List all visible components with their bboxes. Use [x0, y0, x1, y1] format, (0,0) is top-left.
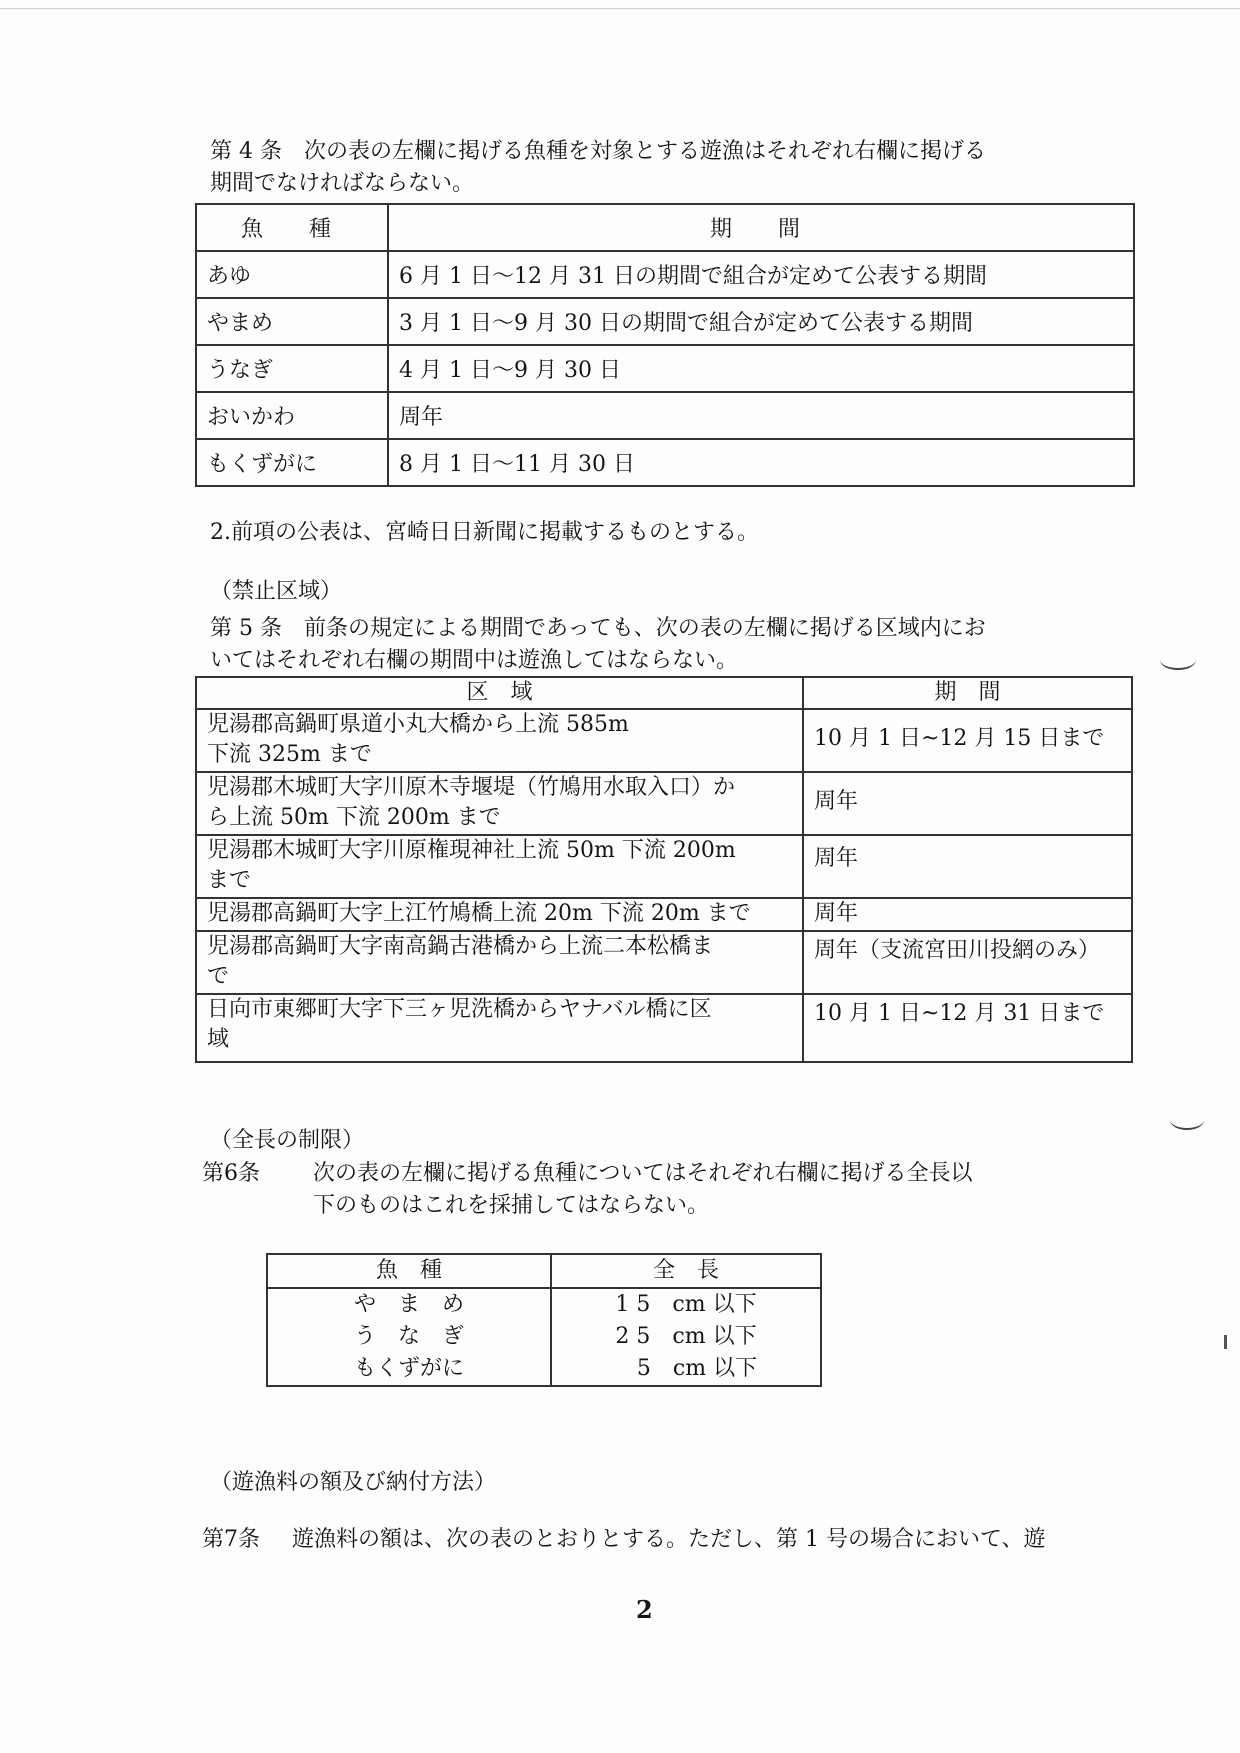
- article-4-line-2: 期間でなければならない。: [210, 171, 475, 196]
- fish-species-cell: もくずがに: [196, 439, 388, 486]
- table-row: [267, 1321, 821, 1353]
- area-line: 児湯郡木城町大字川原権現神社上流 50m 下流 200m: [207, 838, 736, 863]
- header-period: 期 間: [388, 204, 1134, 251]
- fish-species-cell: あゆ: [196, 251, 388, 298]
- article-5-line-2: いてはそれぞれ右欄の期間中は遊漁してはならない。: [210, 648, 739, 673]
- area-line: 日向市東郷町大字下三ヶ児洗橋からヤナバル橋に区: [207, 997, 712, 1022]
- header-fish-species: 魚 種: [196, 204, 388, 251]
- period-cell: 周年: [388, 392, 1134, 439]
- fish-species-cell: う な ぎ: [267, 1321, 551, 1353]
- article-7-heading: （遊漁料の額及び納付方法）: [210, 1470, 497, 1495]
- area-line: 児湯郡高鍋町県道小丸大橋から上流 585m: [207, 712, 629, 737]
- period-cell: 10 月 1 日~12 月 31 日まで: [803, 994, 1132, 1062]
- page-number: 2: [636, 1595, 653, 1624]
- scan-artifact-dot: [1224, 1335, 1227, 1349]
- area-cell: [196, 931, 803, 994]
- fishing-period-table: [195, 203, 1135, 487]
- total-length-table: [266, 1253, 822, 1387]
- article-7-line-1: 遊漁料の額は、次の表のとおりとする。ただし、第 1 号の場合において、遊: [292, 1527, 1046, 1552]
- table-row: [196, 251, 1134, 298]
- header-total-length: 全 長: [551, 1254, 821, 1288]
- article-6-line-2: 下のものはこれを採捕してはならない。: [313, 1193, 710, 1218]
- fish-species-cell: やまめ: [196, 298, 388, 345]
- table-row: [196, 994, 1132, 1062]
- period-cell: 周年（支流宮田川投網のみ）: [803, 931, 1132, 994]
- article-7-label: 第7条: [202, 1527, 260, 1552]
- table-row: [196, 298, 1134, 345]
- article-5-heading: （禁止区域）: [210, 579, 343, 604]
- article-4-line-1: 第 4 条 次の表の左欄に掲げる魚種を対象とする遊漁はそれぞれ右欄に掲げる: [210, 139, 986, 164]
- period-cell: 6 月 1 日～12 月 31 日の期間で組合が定めて公表する期間: [388, 251, 1134, 298]
- period-cell: 8 月 1 日～11 月 30 日: [388, 439, 1134, 486]
- length-cell: 2 5 cm 以下: [615, 1324, 757, 1349]
- article-6-label: 第6条: [202, 1161, 260, 1186]
- table-row: [267, 1353, 821, 1386]
- area-cell: [196, 835, 803, 898]
- article-5-text: [210, 613, 1110, 677]
- period-cell: 10 月 1 日~12 月 15 日まで: [803, 709, 1132, 772]
- article-6-line-1: 次の表の左欄に掲げる魚種についてはそれぞれ右欄に掲げる全長以: [313, 1161, 973, 1186]
- article-4-note: 2.前項の公表は、宮崎日日新聞に掲載するものとする。: [210, 520, 759, 545]
- area-line: 児湯郡高鍋町大字南高鍋古港橋から上流二本松橋ま: [207, 934, 714, 959]
- table-row: [196, 392, 1134, 439]
- area-line: まで: [207, 868, 252, 893]
- article-5-line-1: 第 5 条 前条の規定による期間であっても、次の表の左欄に掲げる区域内にお: [210, 616, 986, 641]
- header-period: 期 間: [803, 677, 1132, 709]
- fish-species-cell: おいかわ: [196, 392, 388, 439]
- area-cell: [196, 709, 803, 772]
- table-row: [196, 709, 1132, 772]
- area-line: 下流 325m まで: [207, 742, 372, 767]
- fish-species-cell: うなぎ: [196, 345, 388, 392]
- length-cell: 5 cm 以下: [614, 1356, 758, 1381]
- article-6-text: [313, 1158, 1113, 1222]
- period-cell: 4 月 1 日～9 月 30 日: [388, 345, 1134, 392]
- period-cell: 周年: [803, 898, 1132, 931]
- fish-species-cell: もくずがに: [267, 1353, 551, 1386]
- scan-top-edge: [0, 8, 1240, 9]
- table-row: [196, 835, 1132, 898]
- area-cell: 児湯郡高鍋町大字上江竹鳩橋上流 20m 下流 20m まで: [196, 898, 803, 931]
- header-area: 区 域: [196, 677, 803, 709]
- article-6-heading: （全長の制限）: [210, 1128, 365, 1153]
- area-cell: [196, 772, 803, 835]
- area-cell: [196, 994, 803, 1062]
- area-line: 児湯郡木城町大字川原木寺堰堤（竹鳩用水取入口）か: [207, 775, 736, 800]
- header-fish-species: 魚 種: [267, 1254, 551, 1288]
- article-4-text: [210, 136, 1110, 200]
- area-line: で: [207, 964, 230, 989]
- fish-species-cell: や ま め: [267, 1288, 551, 1321]
- prohibited-area-table: [195, 676, 1133, 1063]
- period-cell: 周年: [803, 772, 1132, 835]
- length-cell: 1 5 cm 以下: [615, 1292, 757, 1317]
- table-row: [196, 439, 1134, 486]
- scan-artifact-mark: [1160, 650, 1196, 670]
- table-row: [267, 1288, 821, 1321]
- scan-artifact-mark: [1170, 1110, 1204, 1130]
- table-row: [196, 772, 1132, 835]
- period-cell: 3 月 1 日～9 月 30 日の期間で組合が定めて公表する期間: [388, 298, 1134, 345]
- table-row: [196, 898, 1132, 931]
- area-line: ら上流 50m 下流 200m まで: [207, 805, 501, 830]
- table-row: [196, 345, 1134, 392]
- area-line: 域: [207, 1027, 230, 1052]
- period-cell: 周年: [803, 835, 1132, 898]
- table-row: [196, 931, 1132, 994]
